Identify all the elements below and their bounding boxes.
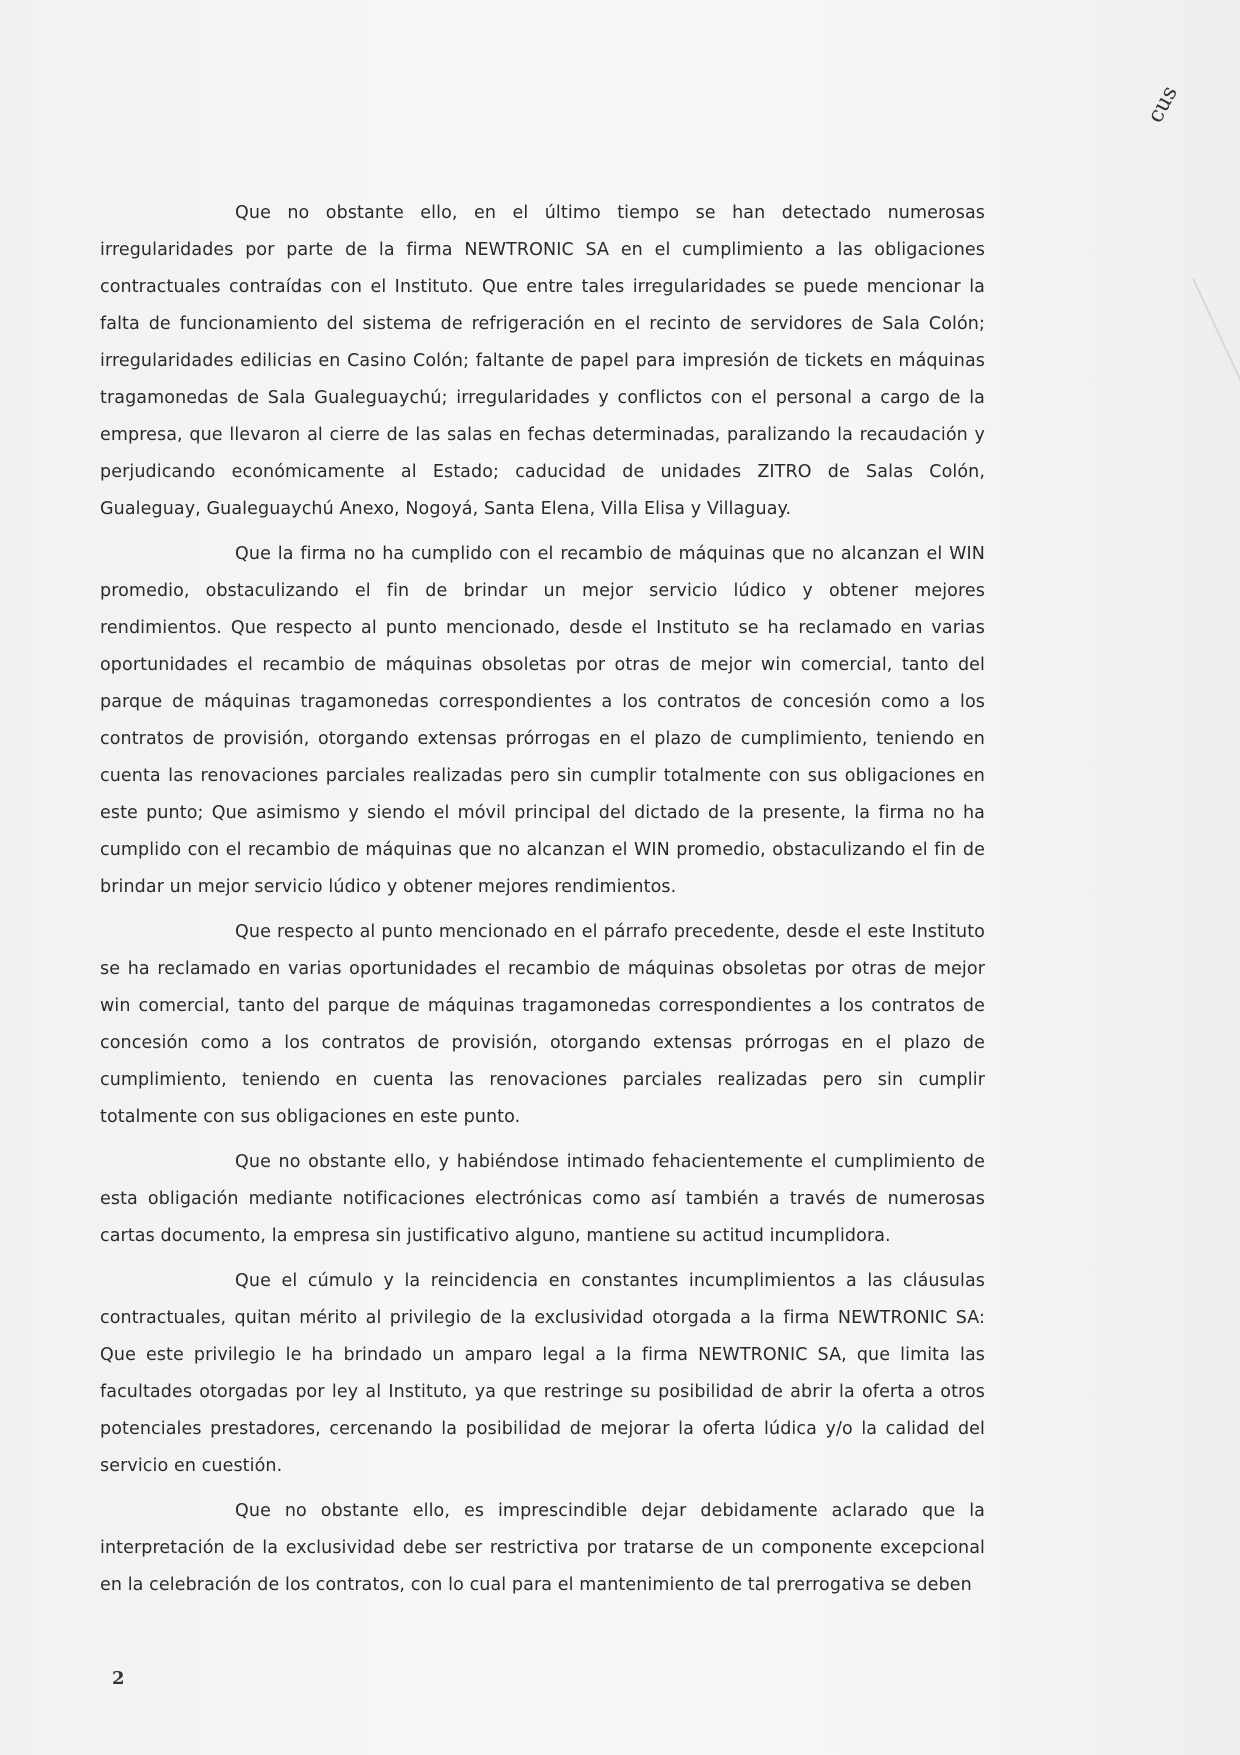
paragraph-exclusividad: Que el cúmulo y la reincidencia en constantes incumplimientos a las cláusulas contractuales, quitan mérito al privilegio de la exclusividad otorgada a la firma NEWTRONIC SA: Que este privilegio le ha brindado un amparo legal a la firma NEWTRONIC SA, que limita las facultades otorgadas por ley al Instituto, ya que restringe su posibilidad de abrir la oferta a otros potenciales prestadores, cercenando la posibilidad de mejorar la oferta lúdica y/o la calidad del servicio en cuestión. — [100, 1271, 985, 1476]
scan-edge-shadow — [1192, 278, 1240, 442]
handwritten-corner-mark: cus — [1143, 81, 1184, 128]
paragraph-interpretacion: Que no obstante ello, es imprescindible dejar debidamente aclarado que la interpretación de la exclusividad debe ser restrictiva por tratarse de un componente excepcional en la celebración de los contratos, con lo cual para el mantenimiento de tal prerrogativa se deben — [100, 1501, 985, 1595]
page-number: 2 — [112, 1668, 125, 1689]
paragraph-recambio-maquinas: Que la firma no ha cumplido con el recambio de máquinas que no alcanzan el WIN promedio, obstaculizando el fin de brindar un mejor servicio lúdico y obtener mejores rendimientos. Que respecto al punto mencionado, desde el Instituto se ha reclamado en varias oportunidades el recambio de máquinas obsoletas por otras de mejor win comercial, tanto del parque de máquinas tragamonedas correspondientes a los contratos de concesión como a los contratos de provisión, otorgando extensas prórrogas en el plazo de cumplimiento, teniendo en cuenta las renovaciones parciales realizadas pero sin cumplir totalmente con sus obligaciones en este punto; Que asimismo y siendo el móvil principal del dictado de la presente, la firma no ha cumplido con el recambio de máquinas que no alcanzan el WIN promedio, obstaculizando el fin de brindar un mejor servicio lúdico y obtener mejores rendimientos. — [100, 544, 985, 897]
paragraph-reclamo-instituto: Que respecto al punto mencionado en el párrafo precedente, desde el este Instituto se ha reclamado en varias oportunidades el recambio de máquinas obsoletas por otras de mejor win comercial, tanto del parque de máquinas tragamonedas correspondientes a los contratos de concesión como a los contratos de provisión, otorgando extensas prórrogas en el plazo de cumplimiento, teniendo en cuenta las renovaciones parciales realizadas pero sin cumplir totalmente con sus obligaciones en este punto. — [100, 922, 985, 1127]
paragraph-irregularidades: Que no obstante ello, en el último tiempo se han detectado numerosas irregularidades por parte de la firma NEWTRONIC SA en el cumplimiento a las obligaciones contractuales contraídas con el Instituto. Que entre tales irregularidades se puede mencionar la falta de funcionamiento del sistema de refrigeración en el recinto de servidores de Sala Colón; irregularidades edilicias en Casino Colón; faltante de papel para impresión de tickets en máquinas tragamonedas de Sala Gualeguaychú; irregularidades y conflictos con el personal a cargo de la empresa, que llevaron al cierre de las salas en fechas determinadas, paralizando la recaudación y perjudicando económicamente al Estado; caducidad de unidades ZITRO de Salas Colón, Gualeguay, Gualeguaychú Anexo, Nogoyá, Santa Elena, Villa Elisa y Villaguay. — [100, 203, 985, 519]
paragraph-intimacion: Que no obstante ello, y habiéndose intimado fehacientemente el cumplimiento de esta obligación mediante notificaciones electrónicas como así también a través de numerosas cartas documento, la empresa sin justificativo alguno, mantiene su actitud incumplidora. — [100, 1152, 985, 1246]
document-body — [100, 195, 985, 1604]
